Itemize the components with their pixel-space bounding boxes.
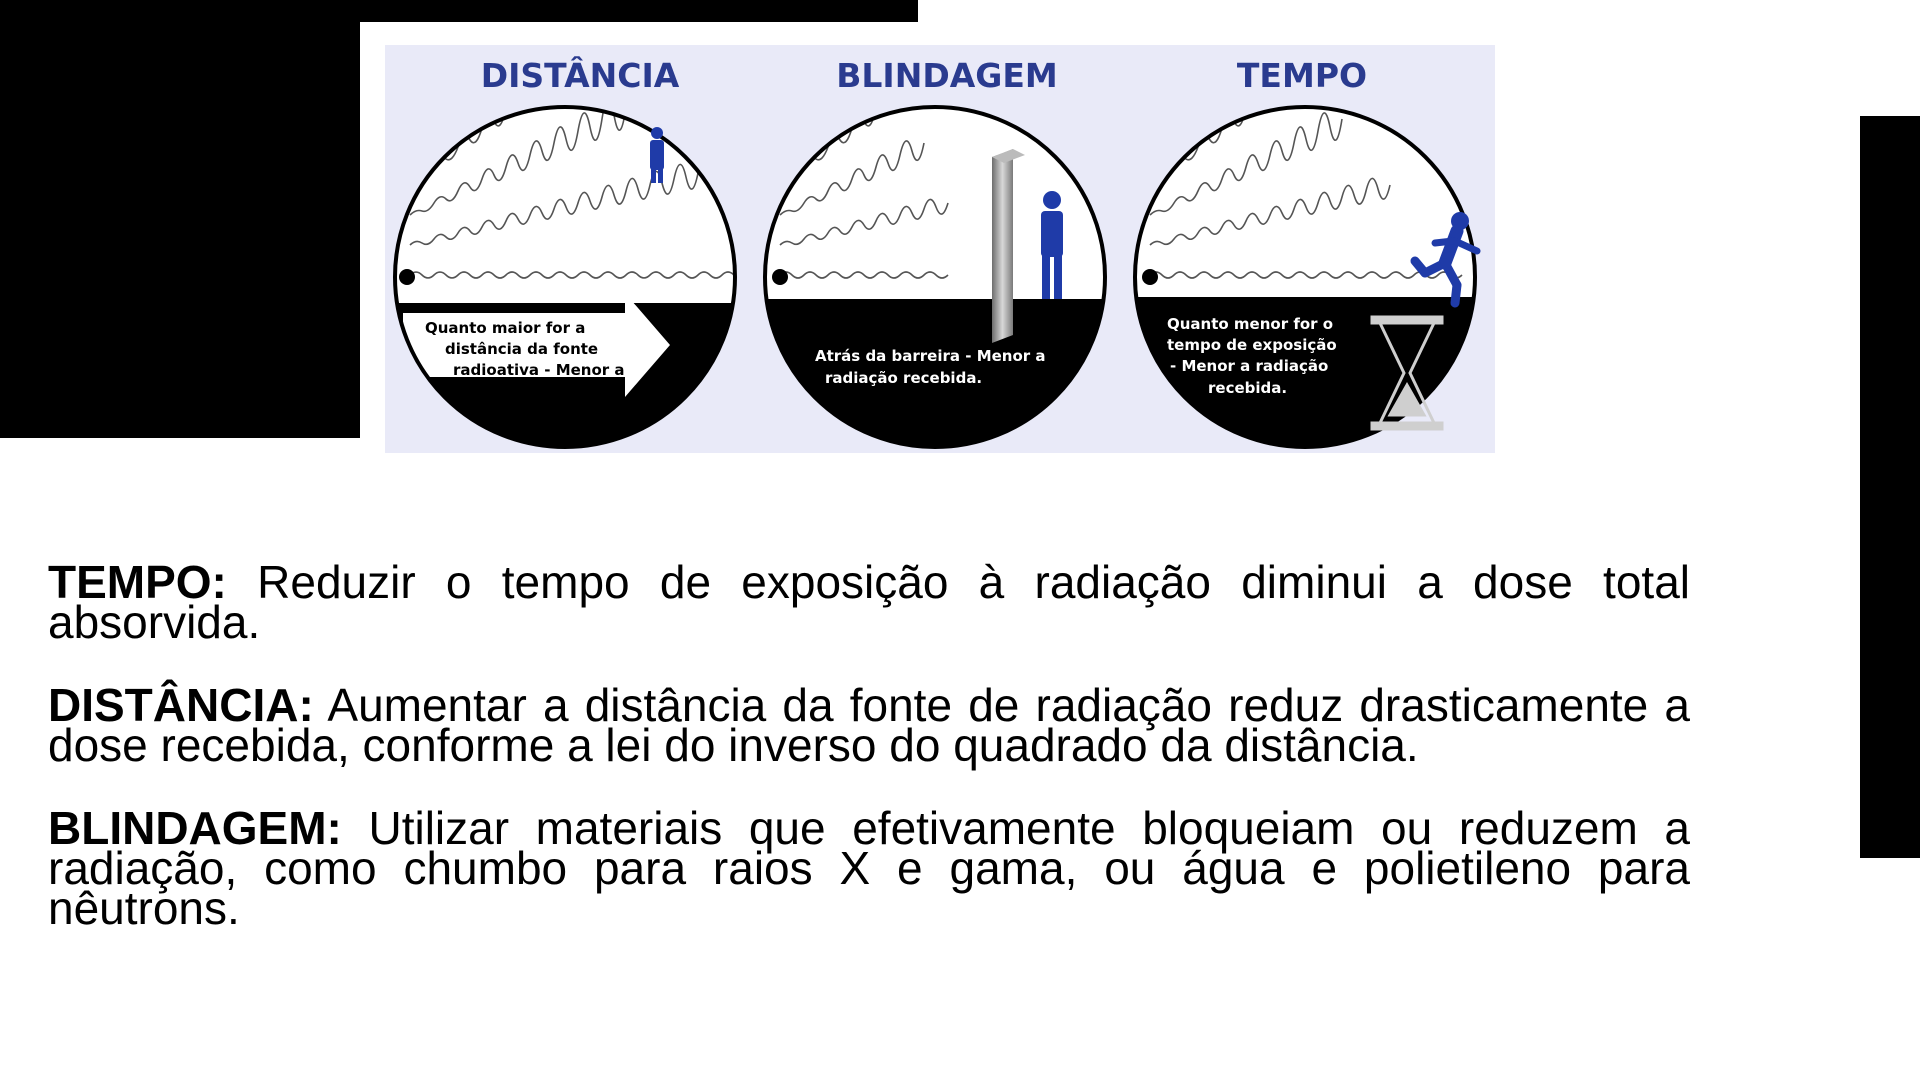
tempo-circle xyxy=(1125,45,1495,453)
term-blindagem: BLINDAGEM: xyxy=(48,802,342,854)
top-left-black-block xyxy=(0,0,360,438)
paragraph-distancia xyxy=(48,679,1690,771)
top-black-bar xyxy=(0,0,918,22)
distancia-circle xyxy=(385,45,746,453)
term-distancia: DISTÂNCIA: xyxy=(48,679,314,731)
title-blindagem: BLINDAGEM xyxy=(836,56,1058,95)
figure-svg xyxy=(385,45,1495,453)
text-distancia: Aumentar a distância da fonte de radiação reduz drasticamente a dose recebida, conforme a lei do inverso do quadrado da distância. xyxy=(48,679,1690,771)
text-tempo: Reduzir o tempo de exposição à radiação diminui a dose total absorvida. xyxy=(48,556,1690,648)
caption-tempo: Quanto menor for o tempo de exposição - Menor a radiação recebida. xyxy=(1167,315,1337,397)
title-distancia: DISTÂNCIA xyxy=(480,56,680,95)
radiation-source-icon xyxy=(1142,269,1158,285)
paragraph-tempo xyxy=(48,556,1690,648)
caption-distancia: Quanto maior for a distância da fonte radioativa - Menor a radiação recebida. xyxy=(425,319,625,399)
text-blindagem: Utilizar materiais que efetivamente bloqueiam ou reduzem a radiação, como chumbo para raios X e gama, ou água e polietileno para nêutrons. xyxy=(48,802,1690,934)
radiation-source-icon xyxy=(399,269,415,285)
radiation-source-icon xyxy=(772,269,788,285)
radiation-protection-figure xyxy=(385,45,1495,453)
blindagem-circle xyxy=(745,55,1125,453)
term-tempo: TEMPO: xyxy=(48,556,227,608)
right-black-bar xyxy=(1860,116,1920,858)
title-tempo: TEMPO xyxy=(1236,56,1368,95)
paragraph-blindagem xyxy=(48,802,1690,934)
body-text xyxy=(48,556,1690,971)
caption-blindagem: Atrás da barreira - Menor a radiação recebida. xyxy=(815,347,1046,387)
